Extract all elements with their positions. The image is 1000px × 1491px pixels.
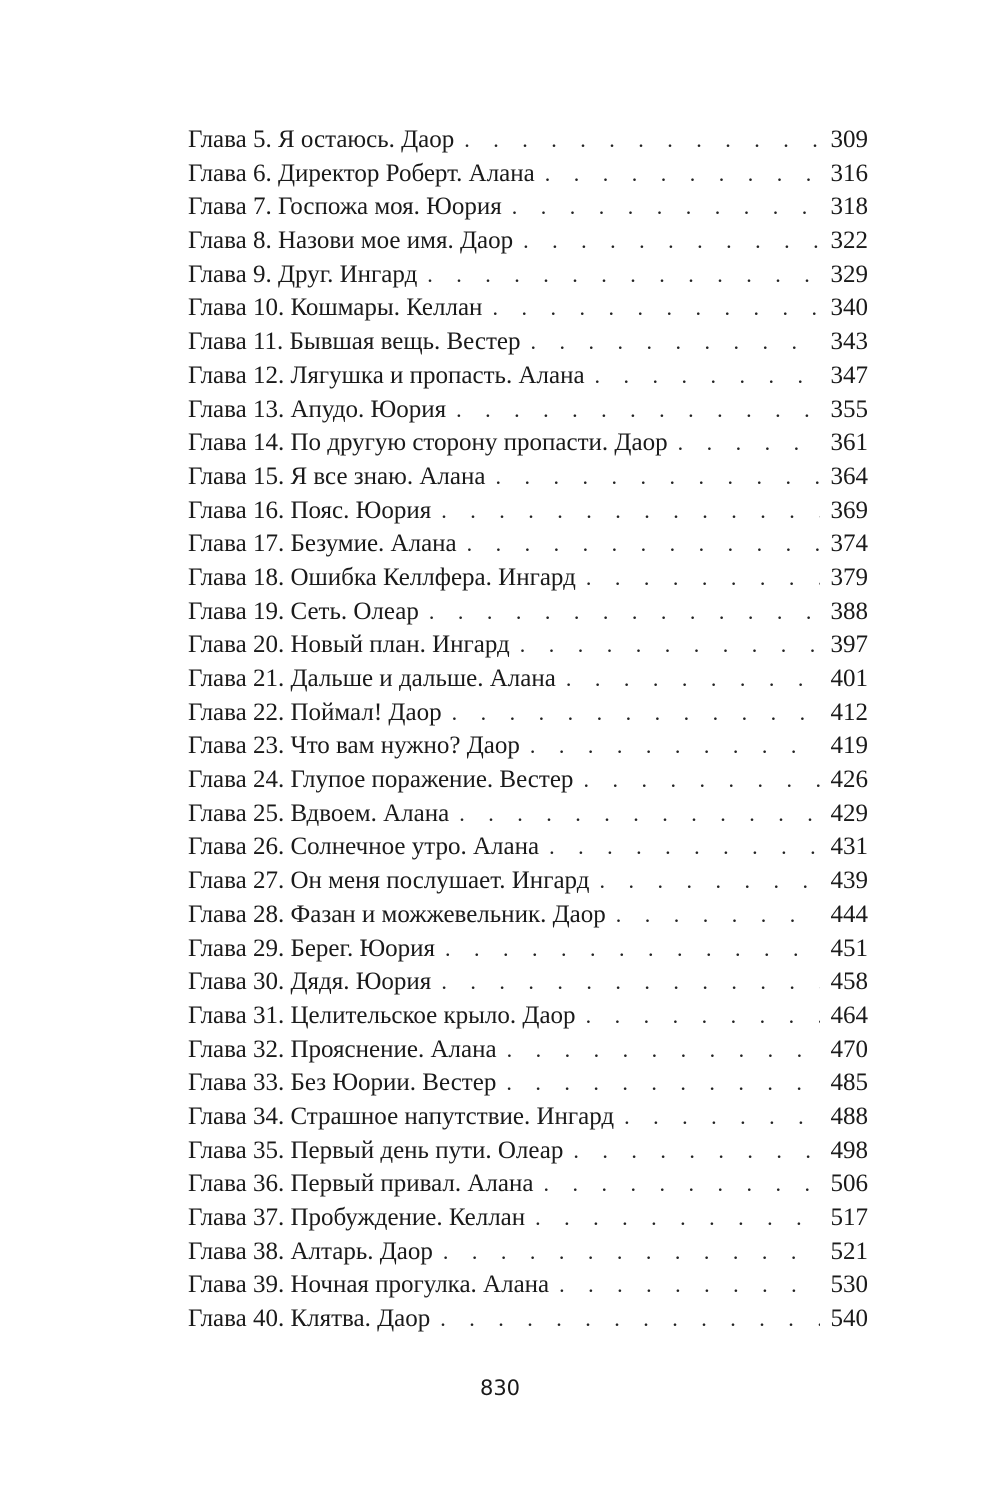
chapter-page-number: 412 <box>830 698 868 726</box>
chapter-title: Глава 35. Первый день пути. Олеар <box>188 1136 564 1164</box>
dot-leader <box>543 1167 820 1201</box>
chapter-title: Глава 20. Новый план. Ингард <box>188 631 510 659</box>
chapter-title: Глава 19. Сеть. Олеар <box>188 597 419 625</box>
chapter-page-number: 329 <box>830 260 868 288</box>
toc-entry <box>188 460 868 494</box>
dot-leader <box>523 224 820 258</box>
toc-entry <box>188 1033 868 1067</box>
chapter-title: Глава 6. Директор Роберт. Алана <box>188 159 535 187</box>
dot-leader <box>467 527 820 561</box>
toc-entry <box>188 696 868 730</box>
dot-leader <box>624 1100 820 1134</box>
chapter-page-number: 451 <box>830 934 868 962</box>
dot-leader <box>583 763 820 797</box>
chapter-page-number: 369 <box>830 496 868 524</box>
chapter-page-number: 316 <box>830 159 868 187</box>
chapter-title: Глава 34. Страшное напутствие. Ингард <box>188 1102 615 1130</box>
dot-leader <box>464 123 820 157</box>
dot-leader <box>520 628 820 662</box>
chapter-title: Глава 30. Дядя. Юория <box>188 968 432 996</box>
chapter-page-number: 361 <box>830 429 868 457</box>
chapter-title: Глава 8. Назови мое имя. Даор <box>188 227 514 255</box>
chapter-title: Глава 10. Кошмары. Келлан <box>188 294 483 322</box>
chapter-page-number: 379 <box>830 563 868 591</box>
chapter-title: Глава 29. Берег. Юория <box>188 934 436 962</box>
toc-entry <box>188 898 868 932</box>
toc-entry <box>188 325 868 359</box>
toc-entry <box>188 999 868 1033</box>
toc-entry <box>188 190 868 224</box>
toc-entry <box>188 932 868 966</box>
chapter-title: Глава 27. Он меня послушает. Ингард <box>188 867 590 895</box>
chapter-title: Глава 21. Дальше и дальше. Алана <box>188 665 556 692</box>
chapter-title: Глава 16. Пояс. Юория <box>188 496 432 524</box>
chapter-title: Глава 38. Алтарь. Даор <box>188 1237 433 1265</box>
chapter-page-number: 397 <box>830 631 868 659</box>
dot-leader <box>586 561 820 595</box>
dot-leader <box>595 359 820 393</box>
toc-entry <box>188 123 868 157</box>
chapter-page-number: 401 <box>830 665 868 692</box>
toc-entry <box>188 359 868 393</box>
chapter-title: Глава 9. Друг. Ингард <box>188 260 418 288</box>
chapter-page-number: 318 <box>830 193 868 221</box>
chapter-title: Глава 26. Солнечное утро. Алана <box>188 833 540 861</box>
toc-entry <box>188 291 868 325</box>
chapter-title: Глава 17. Безумие. Алана <box>188 530 457 558</box>
toc-entry <box>188 763 868 797</box>
toc-entry <box>188 426 868 460</box>
chapter-page-number: 419 <box>830 732 868 760</box>
toc-entry <box>188 527 868 561</box>
chapter-page-number: 464 <box>830 1001 868 1029</box>
chapter-title: Глава 15. Я все знаю. Алана <box>188 462 486 490</box>
toc-entry <box>188 393 868 427</box>
dot-leader <box>599 864 820 898</box>
toc-entry <box>188 1235 868 1269</box>
dot-leader <box>440 1302 820 1336</box>
dot-leader <box>452 696 820 730</box>
chapter-title: Глава 22. Поймал! Даор <box>188 698 442 726</box>
dot-leader <box>506 1066 820 1100</box>
dot-leader <box>441 494 820 528</box>
chapter-page-number: 309 <box>830 126 868 153</box>
chapter-title: Глава 28. Фазан и можжевельник. Даор <box>188 900 606 928</box>
dot-leader <box>492 291 820 325</box>
toc-entry <box>188 729 868 763</box>
toc-entry <box>188 965 868 999</box>
chapter-page-number: 431 <box>830 833 868 861</box>
dot-leader <box>535 1201 820 1235</box>
dot-leader <box>429 595 820 629</box>
chapter-title: Глава 31. Целительское крыло. Даор <box>188 1001 576 1029</box>
chapter-page-number: 540 <box>830 1305 868 1333</box>
toc-entry <box>188 1167 868 1201</box>
toc-entry <box>188 494 868 528</box>
chapter-title: Глава 39. Ночная прогулка. Алана <box>188 1271 550 1299</box>
page-number: 830 <box>479 1376 521 1400</box>
toc-entry <box>188 1201 868 1235</box>
dot-leader <box>530 729 820 763</box>
chapter-page-number: 343 <box>830 328 868 356</box>
dot-leader <box>566 662 820 696</box>
chapter-page-number: 485 <box>830 1069 868 1097</box>
toc-entry <box>188 864 868 898</box>
chapter-page-number: 374 <box>830 530 868 558</box>
toc-entry <box>188 628 868 662</box>
chapter-title: Глава 23. Что вам нужно? Даор <box>188 732 520 760</box>
chapter-title: Глава 13. Апудо. Юория <box>188 395 447 423</box>
chapter-page-number: 521 <box>830 1237 868 1265</box>
dot-leader <box>512 190 820 224</box>
chapter-title: Глава 36. Первый привал. Алана <box>188 1170 534 1198</box>
dot-leader <box>456 393 820 427</box>
chapter-page-number: 444 <box>830 900 868 928</box>
toc-entry <box>188 157 868 191</box>
chapter-title: Глава 24. Глупое поражение. Вестер <box>188 766 574 794</box>
chapter-title: Глава 25. Вдвоем. Алана <box>188 799 450 827</box>
chapter-page-number: 470 <box>830 1035 868 1063</box>
dot-leader <box>545 157 820 191</box>
toc-entry <box>188 595 868 629</box>
chapter-page-number: 388 <box>830 597 868 625</box>
chapter-title: Глава 5. Я остаюсь. Даор <box>188 126 455 153</box>
chapter-page-number: 355 <box>830 395 868 423</box>
table-of-contents <box>188 123 868 1336</box>
toc-entry <box>188 561 868 595</box>
dot-leader <box>427 258 820 292</box>
chapter-page-number: 347 <box>830 361 868 389</box>
chapter-page-number: 364 <box>830 462 868 490</box>
dot-leader <box>443 1235 820 1269</box>
chapter-page-number: 506 <box>830 1170 868 1198</box>
dot-leader <box>678 426 820 460</box>
toc-entry <box>188 797 868 831</box>
chapter-title: Глава 14. По другую сторону пропасти. Даор <box>188 429 668 457</box>
toc-entry <box>188 224 868 258</box>
chapter-page-number: 488 <box>830 1102 868 1130</box>
chapter-page-number: 530 <box>830 1271 868 1299</box>
chapter-title: Глава 40. Клятва. Даор <box>188 1305 431 1333</box>
chapter-page-number: 429 <box>830 799 868 827</box>
toc-entry <box>188 662 868 696</box>
dot-leader <box>495 460 820 494</box>
chapter-page-number: 322 <box>830 227 868 255</box>
dot-leader <box>616 898 820 932</box>
dot-leader <box>559 1268 820 1302</box>
dot-leader <box>445 932 820 966</box>
chapter-title: Глава 33. Без Юории. Вестер <box>188 1069 497 1097</box>
chapter-title: Глава 12. Лягушка и пропасть. Алана <box>188 361 585 389</box>
dot-leader <box>441 965 820 999</box>
toc-entry <box>188 1100 868 1134</box>
chapter-title: Глава 11. Бывшая вещь. Вестер <box>188 328 521 356</box>
chapter-page-number: 439 <box>830 867 868 895</box>
toc-entry <box>188 258 868 292</box>
chapter-page-number: 426 <box>830 766 868 794</box>
chapter-title: Глава 37. Пробуждение. Келлан <box>188 1204 526 1231</box>
toc-entry <box>188 1268 868 1302</box>
dot-leader <box>573 1134 820 1168</box>
chapter-page-number: 458 <box>830 968 868 996</box>
dot-leader <box>586 999 820 1033</box>
toc-entry <box>188 1134 868 1168</box>
toc-entry <box>188 1066 868 1100</box>
dot-leader <box>531 325 820 359</box>
chapter-page-number: 517 <box>830 1204 868 1231</box>
chapter-page-number: 498 <box>830 1136 868 1164</box>
dot-leader <box>459 797 820 831</box>
chapter-title: Глава 32. Прояснение. Алана <box>188 1035 497 1063</box>
chapter-title: Глава 7. Госпожа моя. Юория <box>188 193 502 221</box>
dot-leader <box>507 1033 820 1067</box>
dot-leader <box>549 830 820 864</box>
chapter-title: Глава 18. Ошибка Келлфера. Ингард <box>188 563 576 591</box>
toc-entry <box>188 1302 868 1336</box>
chapter-page-number: 340 <box>830 294 868 322</box>
toc-entry <box>188 830 868 864</box>
